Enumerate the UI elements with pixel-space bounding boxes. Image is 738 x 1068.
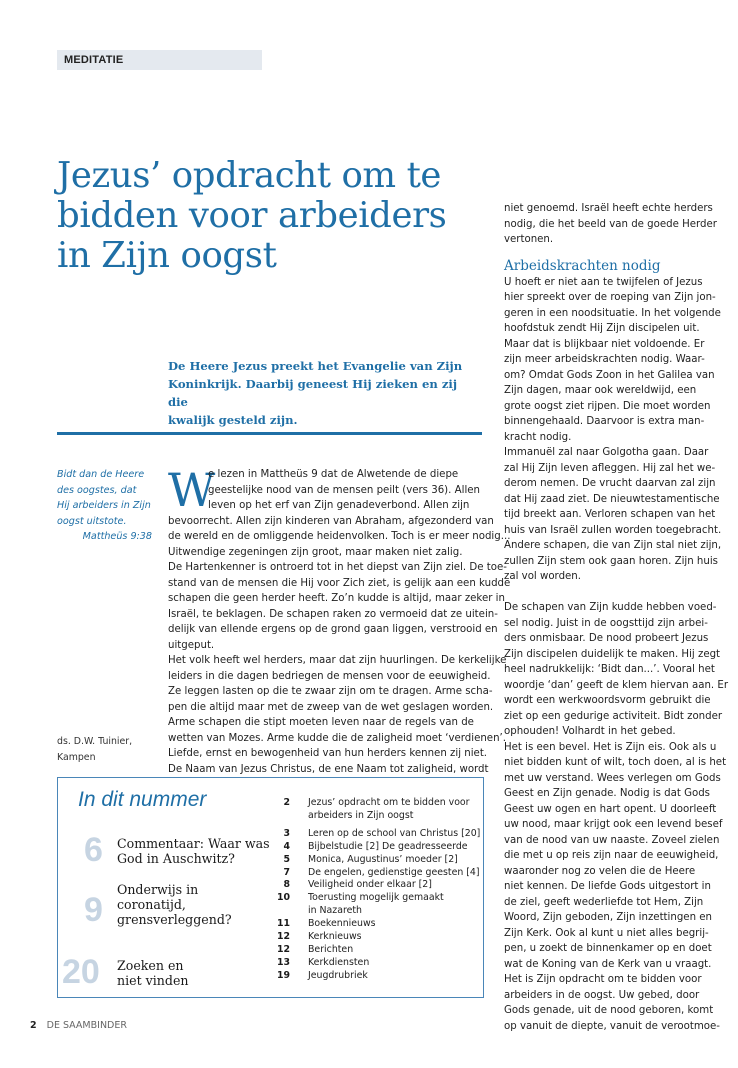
right-line: Zijn Kerk. Ook al kunt u niet alles begrij- [504, 927, 709, 939]
right-line: ders onmisbaar. De nood probeert Jezus [504, 633, 709, 644]
right-line: ziet op een gedurige activiteit. Bidt zonder [504, 710, 723, 722]
divider-rule [57, 432, 482, 435]
right-line: kracht nodig. [504, 431, 572, 443]
right-line: nodig, die het beeld van de goede Herder [504, 218, 717, 230]
right-line: heel nadrukkelijk: ‘Bidt dan...’. Vooral het [504, 664, 715, 675]
toc-item[interactable] [270, 866, 480, 880]
right-line: derom nemen. De vrucht daarvan zal zijn [504, 478, 716, 489]
right-line: Zijn discipelen duidelijk te maken. Hij zegt [504, 648, 721, 660]
right-line: uw nood, maar krijgt ook een levend besef [504, 819, 723, 830]
intro-line: kwalijk gesteld zijn. [168, 413, 298, 427]
toc-item[interactable] [270, 970, 475, 983]
toc-title-line: Jezus’ opdracht om te bidden voor [308, 797, 470, 808]
body-column [168, 463, 511, 777]
paragraph-gap [504, 585, 709, 601]
toc-item[interactable] [270, 879, 475, 892]
drop-cap: W [168, 463, 216, 517]
toc-item[interactable] [270, 797, 475, 823]
right-line: met uw verstand. Wees verlegen om Gods [504, 772, 721, 784]
featured-title [117, 882, 232, 927]
right-line: binnengehaald. Daarvoor is extra man- [504, 416, 705, 427]
right-line: zal Hij Zijn leven afleggen. Hij zal het we- [504, 462, 716, 474]
toc-item[interactable] [270, 841, 475, 854]
toc-title-line: Boekennieuws [308, 918, 376, 930]
section-label: MEDITATIE [57, 50, 262, 70]
body-line: e lezen in Mattheüs 9 dat de Alwetende de diepe [208, 469, 459, 480]
toc-title-line: Monica, Augustinus’ moeder [2] [308, 853, 458, 865]
body-line: geestelijke nood van de mensen peilt (vers 36). Allen [208, 484, 480, 496]
right-line: zullen Zijn stem ook gaan horen. Zijn huis [504, 555, 718, 567]
featured-title-line: Onderwijs in [117, 882, 199, 897]
right-line: ophouden! Volhardt in het gebed. [504, 726, 676, 737]
toc-title-line: De engelen, gedienstige geesten [4] [308, 866, 480, 878]
right-line: die met u op reis zijn naar de eeuwigheid, [504, 850, 719, 861]
right-line: wordt een werkwoordsvorm gebruikt die [504, 695, 711, 706]
right-line: sel nodig. Juist in de oogsttijd zijn arbei- [504, 617, 708, 629]
intro-line: De Heere Jezus preekt het Evangelie van Zijn [168, 359, 463, 373]
right-line: zijn meer arbeidskrachten nodig. Waar- [504, 354, 705, 365]
right-line: niet genoemd. Israël heeft echte herders [504, 203, 713, 214]
page-footer [30, 1020, 127, 1031]
toc-item[interactable] [270, 827, 481, 841]
toc-page: 5 [283, 853, 290, 865]
toc-item[interactable] [270, 854, 475, 867]
toc-title-line: arbeiders in Zijn oogst [308, 809, 414, 821]
right-line: van de nood van uw naaste. Zoveel zielen [504, 834, 720, 846]
body-line: leiders in die dagen bedriegen de mensen voor de eeuwigheid. [168, 670, 491, 682]
right-line: Immanuël zal naar Golgotha gaan. Daar [504, 447, 709, 458]
right-line: hier spreekt over de roeping van Zijn jon- [504, 292, 716, 303]
body-line: stand van de mensen die Hij voor Zich ziet, is gelijk aan een kudde [168, 577, 511, 589]
article-intro [168, 357, 468, 429]
right-line: Het is Zijn opdracht om te bidden voor [504, 974, 702, 985]
right-line: U hoeft er niet aan te twijfelen of Jezus [504, 276, 703, 288]
subheading: Arbeidskrachten nodig [504, 257, 661, 274]
toc-page: 8 [283, 879, 290, 891]
toc-title-line: Bijbelstudie [2] De geadresseerde [308, 840, 468, 852]
quote-reference: Mattheüs 9:38 [82, 531, 152, 542]
right-line: de ziel, geeft wederliefde tot Hem, Zijn [504, 896, 704, 908]
toc-page: 2 [283, 797, 290, 808]
right-line: waaronder nog zo velen die de Heere [504, 865, 696, 877]
body-line: pen die altijd maar met de zweep van de wet geslagen worden. [168, 701, 494, 713]
toc-page: 4 [283, 840, 290, 852]
page-number: 2 [30, 1020, 37, 1031]
toc-item[interactable] [270, 918, 475, 931]
right-line: Woord, Zijn geboden, Zijn inzettingen en [504, 912, 712, 923]
intro-line: Koninkrijk. Daarbij geneest Hij zieken en zij die [168, 377, 458, 409]
right-line: zal vol worden. [504, 571, 581, 582]
right-line: niet bidden kunt of wilt, toch doen, al is het [504, 757, 727, 768]
featured-title [117, 958, 189, 988]
right-line: woordje ‘dan’ geeft de klem hiervan aan. Er [504, 679, 729, 691]
right-line: Geest en Zijn genade. Nodig is dat Gods [504, 788, 710, 799]
body-line: bevoorrecht. Allen zijn kinderen van Abraham, afgezonderd van [168, 515, 494, 527]
toc-page: 11 [276, 918, 290, 930]
featured-title-line: coronatijd, [117, 897, 186, 912]
right-line: niet kennen. De liefde Gods uitgestort in [504, 881, 711, 892]
body-line: Uitwendige zegeningen zijn groot, maar maken niet zalig. [168, 546, 463, 558]
toc-page: 3 [283, 827, 290, 839]
title-line: bidden voor arbeiders [57, 195, 447, 236]
right-line: huis van Israël zullen worden toegebracht. [504, 524, 722, 536]
quote-line: oogst uitstote. [57, 515, 127, 527]
body-line: leven op het erf van Zijn genadeverbond. Allen zijn [208, 500, 470, 511]
right-line: grote oogst ziet rijpen. Die moet worden [504, 400, 711, 412]
body-line: Het volk heeft wel herders, maar dat zijn huurlingen. De kerkelijke [168, 655, 507, 666]
publication-name: DE SAAMBINDER [46, 1020, 127, 1031]
body-line: delijk van ellende ergens op de grond gaan liggen, verstrooid en [168, 624, 498, 635]
right-line: Zijn dagen, maar ook wereldwijd, een [504, 385, 697, 396]
toc-page: 13 [276, 956, 290, 968]
author-credit [57, 734, 132, 765]
right-line: geren in een noodsituatie. In het volgende [504, 307, 721, 319]
toc-title-line: Berichten [308, 943, 354, 955]
featured-page-number: 9 [84, 891, 103, 929]
toc-title-line: in Nazareth [308, 905, 362, 917]
author-name: ds. D.W. Tuinier, [57, 736, 133, 747]
article-title [57, 156, 497, 276]
featured-page-number: 20 [62, 953, 100, 991]
toc-item[interactable] [270, 944, 475, 957]
right-line: vertonen. [504, 234, 554, 245]
toc-title-line: Kerkdiensten [308, 956, 370, 968]
right-line: hoofdstuk zendt Hij Zijn discipelen uit. [504, 323, 700, 334]
toc-title-line: Jeugdrubriek [308, 969, 368, 981]
right-line: tijd breekt aan. Verloren schapen van het [504, 509, 716, 520]
body-line: Arme schapen die stipt moeten leven naar de regels van de [168, 717, 474, 728]
quote-line: Bidt dan de Heere [57, 469, 145, 480]
featured-page-number: 6 [84, 831, 103, 869]
featured-title-line: niet vinden [117, 973, 189, 988]
right-line: op vanuit de diepte, vanuit de verootmoe- [504, 1020, 720, 1032]
quote-line: des oogstes, dat [57, 484, 137, 496]
toc-title-line: Kerknieuws [308, 931, 362, 943]
right-line: De schapen van Zijn kudde hebben voed- [504, 602, 717, 613]
right-line: arbeiders in de oogst. Uw gebed, door [504, 989, 700, 1001]
body-line: de wereld en de omliggende heidenvolken. Toch is er meer nodig... [168, 531, 511, 542]
toc-page: 12 [276, 931, 290, 943]
toc-page: 12 [276, 943, 290, 955]
title-line: Jezus’ opdracht om te [57, 155, 442, 196]
right-line: Andere schapen, die van Zijn stal niet zijn, [504, 540, 722, 551]
body-line: uitgeput. [168, 639, 215, 651]
featured-title-line: Zoeken en [117, 958, 184, 973]
featured-title [117, 836, 270, 866]
body-line: De Hartenkenner is ontroerd tot in het diepst van Zijn ziel. De toe- [168, 562, 507, 573]
body-line: Ze leggen lasten op die te zwaar zijn om te dragen. Arme scha- [168, 686, 493, 697]
toc-item[interactable] [270, 892, 475, 918]
toc-title-line: Leren op de school van Christus [20] [308, 827, 481, 839]
toc-page: 10 [276, 892, 290, 904]
right-line: om? Omdat Gods Zoon in het Galilea van [504, 369, 715, 381]
toc-title-line: Veiligheid onder elkaar [2] [308, 879, 432, 891]
scripture-quote [57, 467, 157, 545]
right-line: pen, u zoekt de binnenkamer op en doet [504, 943, 712, 954]
toc-page: 19 [276, 969, 290, 981]
toc-list [270, 797, 481, 983]
featured-title-line: God in Auschwitz? [117, 851, 235, 866]
body-line: Israël, te beklagen. De schapen raken zo vermoeid dat ze uitein- [168, 608, 498, 620]
body-line: De Naam van Jezus Christus, de ene Naam tot zaligheid, wordt [168, 763, 489, 775]
title-line: in Zijn oogst [57, 235, 277, 276]
toc-item[interactable] [270, 957, 475, 970]
right-column [504, 201, 729, 1034]
toc-item[interactable] [270, 931, 475, 944]
right-line: Geest uw ogen en hart opent. U doorleeft [504, 803, 717, 815]
toc-page: 7 [283, 866, 290, 878]
body-line: wetten van Mozes. Arme kudde die de zaligheid moet ‘verdienen’. [168, 732, 507, 744]
right-line: wat de Koning van de Kerk van u vraagt. [504, 958, 712, 970]
quote-line: Hij arbeiders in Zijn [57, 500, 151, 511]
right-line: Het is een bevel. Het is Zijn eis. Ook als u [504, 741, 717, 753]
toc-title: In dit nummer [78, 788, 207, 811]
body-line: Liefde, ernst en bewogenheid van hun herders kennen zij niet. [168, 748, 488, 759]
right-line: dat Hij zaad ziet. De nieuwtestamentische [504, 493, 720, 505]
right-line: Gods genade, uit de nood geboren, komt [504, 1005, 714, 1016]
author-place: Kampen [57, 751, 96, 763]
featured-title-line: grensverleggend? [117, 912, 232, 927]
right-line: Maar dat is blijkbaar niet voldoende. Er [504, 338, 705, 350]
featured-title-line: Commentaar: Waar was [117, 836, 270, 851]
toc-title-line: Toerusting mogelijk gemaakt [308, 892, 444, 904]
body-line: schapen die geen herder heeft. Zo’n kudde is altijd, maar zeker in [168, 593, 505, 604]
